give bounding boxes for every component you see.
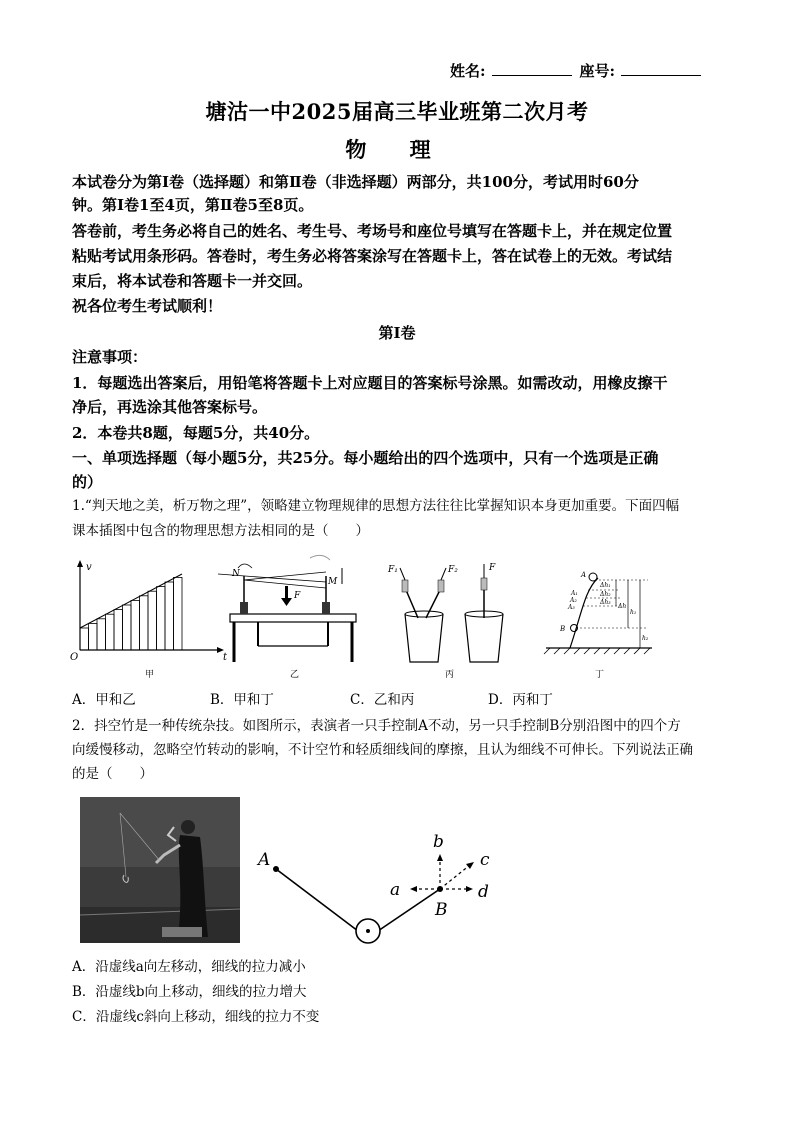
option-a[interactable]: A．甲和乙 bbox=[72, 692, 136, 708]
velocity-bar bbox=[174, 577, 183, 650]
velocity-bar bbox=[80, 628, 89, 650]
velocity-bar bbox=[97, 619, 106, 650]
notes-heading: 注意事项： bbox=[72, 348, 148, 366]
question-1-figures bbox=[60, 550, 660, 685]
figure-label-jia: 甲 bbox=[145, 670, 155, 680]
velocity-bar bbox=[140, 596, 149, 650]
force-label-f1: F₁ bbox=[388, 565, 398, 575]
question-2-stem bbox=[72, 715, 737, 786]
section-heading: 的） bbox=[72, 473, 103, 491]
question-line: 2．抖空竹是一种传统杂技。如图所示，表演者一只手控制A不动，另一只手控制B分别沿图中的四个方 bbox=[72, 718, 681, 734]
note-line: 净后，再选涂其他答案标号。 bbox=[72, 398, 268, 416]
velocity-bar bbox=[123, 605, 132, 650]
direction-a-label: a bbox=[390, 880, 401, 900]
point-a1-label: A₁ bbox=[571, 590, 578, 597]
figure-ding bbox=[544, 571, 652, 654]
velocity-bar bbox=[106, 614, 115, 650]
force-label-f: F bbox=[294, 591, 301, 601]
question-line: 课本插图中包含的物理思想方法相同的是（ ） bbox=[72, 523, 369, 539]
origin-label: O bbox=[70, 652, 79, 663]
intro-block bbox=[72, 171, 732, 318]
velocity-bar bbox=[165, 582, 174, 650]
force-label-f2: F₂ bbox=[448, 565, 458, 575]
seat-label: 座号: bbox=[579, 62, 616, 80]
question-2-options bbox=[72, 956, 732, 1029]
h1-label: h₁ bbox=[630, 609, 637, 616]
direction-c-label: c bbox=[480, 850, 490, 870]
h2-label: h₂ bbox=[642, 635, 649, 642]
intro-line: 束后，将本试卷和答题卡一并交回。 bbox=[72, 272, 313, 290]
diabolo-force-diagram bbox=[250, 797, 500, 949]
option-c[interactable]: C．乙和丙 bbox=[350, 692, 415, 708]
name-label: 姓名: bbox=[450, 62, 486, 80]
point-a-label: A bbox=[258, 850, 271, 870]
figure-jia bbox=[70, 560, 228, 663]
question-1-options bbox=[72, 689, 732, 712]
point-b-label: B bbox=[560, 625, 566, 633]
option-d[interactable]: D．丙和丁 bbox=[488, 692, 553, 708]
student-info-header bbox=[450, 60, 740, 83]
exam-title: 塘沽一中2025届高三毕业班第二次月考 bbox=[205, 99, 589, 124]
name-blank[interactable] bbox=[492, 61, 572, 76]
note-line: 2．本卷共8题，每题5分，共40分。 bbox=[72, 424, 320, 442]
v-axis-label: v bbox=[86, 562, 92, 573]
dh3-label: Δh₃ bbox=[600, 599, 611, 606]
option-a[interactable]: A．沿虚线a向左移动，细线的拉力减小 bbox=[72, 959, 306, 975]
figure-label-yi: 乙 bbox=[290, 670, 300, 680]
intro-line: 粘贴考试用条形码。答卷时，考生务必将答案涂写在答题卡上，答在试卷上的无效。考试结 bbox=[72, 247, 673, 265]
intro-line: 钟。第Ⅰ卷1至4页，第Ⅱ卷5至8页。 bbox=[72, 196, 314, 214]
subject-title: 物 理 bbox=[345, 137, 449, 162]
option-c[interactable]: C．沿虚线c斜向上移动，细线的拉力不变 bbox=[72, 1009, 320, 1025]
note-line: 1．每题选出答案后，用铅笔将答题卡上对应题目的答案标号涂黑。如需改动，用橡皮擦干 bbox=[72, 374, 668, 392]
force-label-f: F bbox=[489, 563, 496, 573]
velocity-bar bbox=[89, 623, 98, 650]
intro-line: 祝各位考生考试顺利！ bbox=[72, 297, 223, 315]
dh-label: Δh bbox=[618, 603, 627, 610]
velocity-bar bbox=[114, 610, 123, 650]
point-b-label: B bbox=[435, 900, 448, 920]
option-b[interactable]: B．甲和丁 bbox=[210, 692, 274, 708]
velocity-bar bbox=[148, 591, 157, 650]
diabolo-performer-photo bbox=[80, 797, 240, 943]
dh1-label: Δh₁ bbox=[600, 582, 611, 589]
mirror-label-m: M bbox=[328, 577, 338, 587]
point-a2-label: A₂ bbox=[570, 597, 577, 604]
question-1-stem bbox=[72, 495, 737, 543]
figure-yi bbox=[218, 555, 356, 662]
direction-b-label: b bbox=[433, 832, 444, 852]
t-axis-label: t bbox=[223, 652, 228, 663]
dh2-label: Δh₂ bbox=[600, 591, 611, 598]
mirror-label-n: N bbox=[232, 569, 240, 579]
option-b[interactable]: B．沿虚线b向上移动，细线的拉力增大 bbox=[72, 984, 307, 1000]
point-a3-label: A₃ bbox=[568, 604, 575, 611]
question-line: 向缓慢移动，忽略空竹转动的影响，不计空竹和轻质细线间的摩擦，且认为细线不可伸长。下列说法正确 bbox=[72, 742, 693, 758]
part1-heading: 第Ⅰ卷 bbox=[378, 324, 416, 342]
velocity-bar bbox=[157, 587, 166, 650]
notes-block bbox=[72, 346, 732, 494]
seat-blank[interactable] bbox=[621, 61, 701, 76]
intro-line: 答卷前，考生务必将自己的姓名、考生号、考场号和座位号填写在答题卡上，并在规定位置 bbox=[72, 222, 673, 240]
figure-label-ding: 丁 bbox=[595, 670, 605, 680]
point-a-label: A bbox=[581, 571, 587, 579]
intro-line: 本试卷分为第Ⅰ卷（选择题）和第Ⅱ卷（非选择题）两部分，共100分，考试用时60分 bbox=[72, 173, 639, 191]
velocity-bar bbox=[131, 600, 140, 650]
question-line: 1.“判天地之美，析万物之理”，领略建立物理规律的思想方法往往比掌握知识本身更加重要。下面四幅 bbox=[72, 498, 680, 514]
direction-d-label: d bbox=[478, 882, 489, 902]
figure-bing bbox=[387, 563, 503, 662]
velocity-bars bbox=[80, 577, 182, 650]
figure-label-bing: 丙 bbox=[445, 670, 455, 680]
section-heading: 一、单项选择题（每小题5分，共25分。每小题给出的四个选项中，只有一个选项是正确 bbox=[72, 449, 659, 467]
question-line: 的是（ ） bbox=[72, 766, 153, 782]
